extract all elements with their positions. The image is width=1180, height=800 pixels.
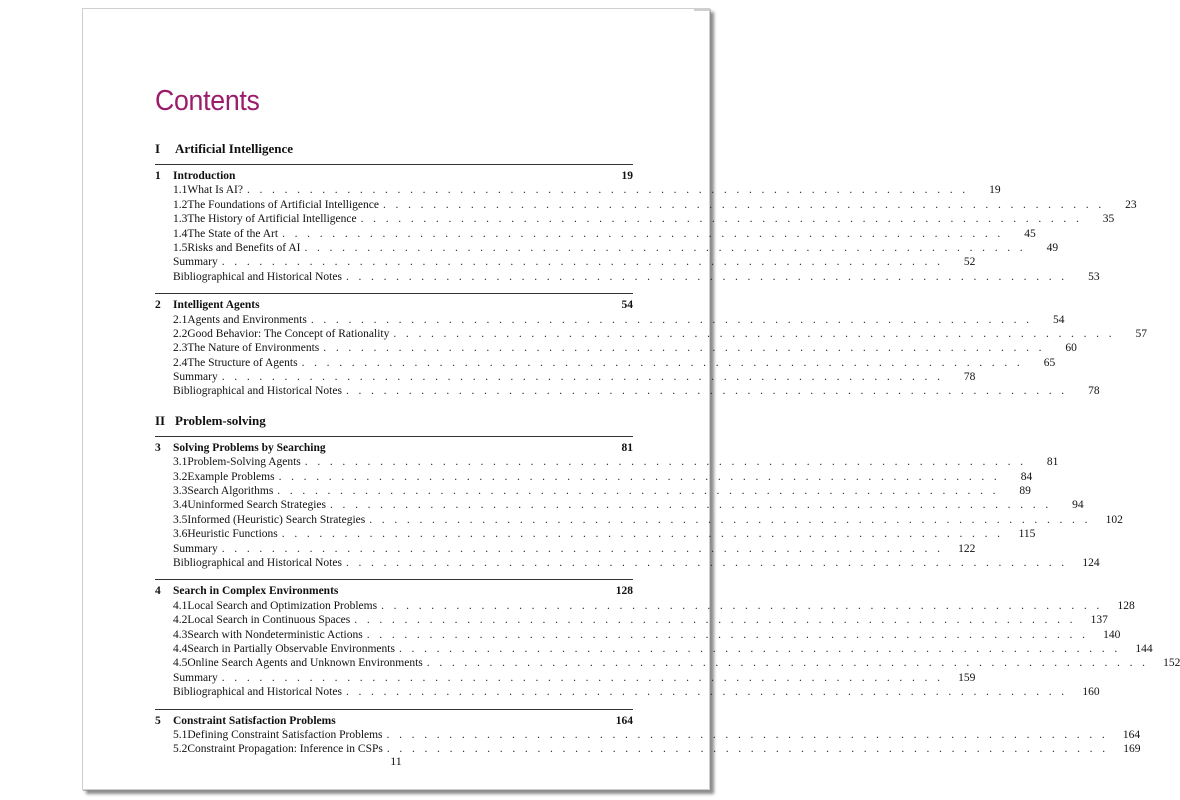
section-page: 54 <box>1052 313 1065 326</box>
toc-entry[interactable] <box>155 628 1121 642</box>
section-title: What Is AI? <box>187 184 243 197</box>
section-title: Summary <box>173 542 218 555</box>
section-page: 78 <box>963 371 976 384</box>
dot-leader: . . . . . . . . . . . . . . . . . . . . . . . . . . . . . . . . . . . . . . . . . . . . . . . . . . . . . . . . . . <box>381 599 1103 612</box>
section-title: Risks and Benefits of AI <box>187 241 301 254</box>
chapter-title: Introduction <box>173 170 236 182</box>
toc-entry[interactable] <box>155 513 1123 527</box>
section-page: 115 <box>1018 528 1036 541</box>
toc-entry[interactable] <box>155 270 1100 284</box>
dot-leader: . . . . . . . . . . . . . . . . . . . . . . . . . . . . . . . . . . . . . . . . . . . . . . . . . . . . . . . . . . <box>282 227 1004 240</box>
chapter-page: 128 <box>615 585 633 598</box>
chapter-number: 1 <box>155 170 161 182</box>
section-page: 122 <box>958 542 976 555</box>
section-title: Example Problems <box>187 470 275 483</box>
toc-entry[interactable] <box>155 384 1100 398</box>
part-number: I <box>155 141 161 156</box>
chapter-spacer <box>155 700 633 708</box>
document-page <box>82 8 1180 790</box>
chapter-page: 164 <box>615 714 633 727</box>
chapter-title: Solving Problems by Searching <box>173 441 326 454</box>
section-number: 5.1 <box>173 728 188 741</box>
dot-leader: . . . . . . . . . . . . . . . . . . . . . . . . . . . . . . . . . . . . . . . . . . . . . . . . . . . . . . . . . . <box>281 528 1004 541</box>
chapter-rule <box>155 436 633 437</box>
section-page: 52 <box>963 256 976 269</box>
dot-leader: . . . . . . . . . . . . . . . . . . . . . . . . . . . . . . . . . . . . . . . . . . . . . . . . . . . . . . . . . . <box>323 342 1045 355</box>
chapter-page: 81 <box>621 441 633 454</box>
section-title: Search in Partially Observable Environments <box>187 642 395 655</box>
toc-entry[interactable] <box>155 198 1137 212</box>
chapter-rule <box>155 164 633 165</box>
toc-entry[interactable] <box>155 685 1100 699</box>
chapter-rule <box>155 293 633 294</box>
section-title: Search with Nondeterministic Actions <box>187 628 363 641</box>
dot-leader: . . . . . . . . . . . . . . . . . . . . . . . . . . . . . . . . . . . . . . . . . . . . . . . . . . . . . . . . . . <box>329 499 1052 512</box>
dot-leader: . . . . . . . . . . . . . . . . . . . . . . . . . . . . . . . . . . . . . . . . . . . . . . . . . . . . . . . . . . <box>383 198 1105 211</box>
toc-entry[interactable] <box>155 527 1036 541</box>
section-title: The State of the Art <box>187 227 279 240</box>
section-page: 164 <box>1122 728 1141 741</box>
section-page: 65 <box>1043 356 1056 369</box>
section-page: 60 <box>1065 342 1077 355</box>
dot-leader: . . . . . . . . . . . . . . . . . . . . . . . . . . . . . . . . . . . . . . . . . . . . . . . . . . . . . . . . . . <box>345 270 1068 283</box>
section-title: Summary <box>173 256 218 269</box>
section-page: 160 <box>1082 686 1100 699</box>
section-title: Bibliographical and Historical Notes <box>173 686 342 699</box>
toc-entry[interactable] <box>155 313 1065 327</box>
section-page: 78 <box>1088 385 1100 398</box>
toc-entry[interactable] <box>155 498 1084 512</box>
section-page: 45 <box>1024 227 1036 240</box>
chapter-page: 19 <box>621 170 633 182</box>
dot-leader: . . . . . . . . . . . . . . . . . . . . . . . . . . . . . . . . . . . . . . . . . . . . . . . . . . . . . . . . . . <box>360 213 1083 226</box>
part-heading <box>155 141 633 163</box>
part-heading <box>155 413 633 435</box>
section-title: Uninformed Search Strategies <box>187 499 326 512</box>
section-page: 169 <box>1123 743 1141 756</box>
chapter-title: Search in Complex Environments <box>173 585 339 598</box>
section-number: 4.4 <box>173 642 188 655</box>
toc-entry[interactable] <box>155 671 976 685</box>
table-of-contents <box>155 141 1180 757</box>
chapter-page: 54 <box>621 299 633 312</box>
page-edge <box>694 8 710 11</box>
dot-leader: . . . . . . . . . . . . . . . . . . . . . . . . . . . . . . . . . . . . . . . . . . . . . . . . . . . . . . . . . . <box>221 671 944 684</box>
section-number: 1.1 <box>173 184 188 197</box>
toc-entry[interactable] <box>155 183 1001 197</box>
dot-leader: . . . . . . . . . . . . . . . . . . . . . . . . . . . . . . . . . . . . . . . . . . . . . . . . . . . . . . . . . . <box>345 686 1068 699</box>
section-title: Local Search and Optimization Problems <box>187 599 378 612</box>
section-title: Good Behavior: The Concept of Rationality <box>187 327 390 340</box>
dot-leader: . . . . . . . . . . . . . . . . . . . . . . . . . . . . . . . . . . . . . . . . . . . . . . . . . . . . . . . . . . <box>221 256 944 269</box>
toc-entry[interactable] <box>155 327 1147 341</box>
chapter-heading[interactable] <box>155 584 633 598</box>
chapter-heading[interactable] <box>155 298 633 312</box>
section-number: 4.3 <box>173 628 188 641</box>
dot-leader: . . . . . . . . . . . . . . . . . . . . . . . . . . . . . . . . . . . . . . . . . . . . . . . . . . . . . . . . . . <box>366 628 1089 641</box>
toc-entry[interactable] <box>155 542 976 556</box>
section-page: 89 <box>1019 485 1031 498</box>
section-number: 1.3 <box>173 213 188 226</box>
section-number: 3.6 <box>173 528 188 541</box>
section-number: 4.1 <box>173 599 188 612</box>
section-number: 4.2 <box>173 614 188 627</box>
toc-entry[interactable] <box>155 484 1031 498</box>
chapter-number: 5 <box>155 714 161 727</box>
section-number: 2.4 <box>173 356 188 369</box>
toc-entry[interactable] <box>155 212 1115 226</box>
part-spacer <box>155 399 633 413</box>
toc-entry[interactable] <box>155 455 1059 469</box>
toc-entry[interactable] <box>155 356 1056 370</box>
section-title: Bibliographical and Historical Notes <box>173 556 342 569</box>
chapter-number: 2 <box>155 299 161 312</box>
chapter-spacer <box>155 570 633 578</box>
section-title: The History of Artificial Intelligence <box>187 213 357 226</box>
toc-entry[interactable] <box>155 556 1100 570</box>
dot-leader: . . . . . . . . . . . . . . . . . . . . . . . . . . . . . . . . . . . . . . . . . . . . . . . . . . . . . . . . . . <box>386 728 1109 741</box>
section-page: 140 <box>1103 628 1121 641</box>
dot-leader: . . . . . . . . . . . . . . . . . . . . . . . . . . . . . . . . . . . . . . . . . . . . . . . . . . . . . . . . . . <box>345 556 1068 569</box>
section-number: 5.2 <box>173 743 188 756</box>
dot-leader: . . . . . . . . . . . . . . . . . . . . . . . . . . . . . . . . . . . . . . . . . . . . . . . . . . . . . . . . . . <box>426 657 1149 670</box>
section-title: Search Algorithms <box>187 485 274 498</box>
section-page: 53 <box>1088 270 1100 283</box>
section-number: 1.5 <box>173 241 188 254</box>
toc-entry[interactable] <box>155 241 1059 255</box>
chapter-heading[interactable] <box>155 441 633 455</box>
section-page: 81 <box>1046 456 1059 469</box>
chapter-number: 4 <box>155 585 161 598</box>
page-number: 11 <box>390 754 402 768</box>
section-title: Agents and Environments <box>187 313 307 326</box>
section-number: 3.3 <box>173 485 188 498</box>
section-number: 1.2 <box>173 198 188 211</box>
toc-entry[interactable] <box>155 470 1033 484</box>
section-page: 84 <box>1020 470 1033 483</box>
dot-leader: . . . . . . . . . . . . . . . . . . . . . . . . . . . . . . . . . . . . . . . . . . . . . . . . . . . . . . . . . . <box>398 642 1121 655</box>
section-title: Bibliographical and Historical Notes <box>173 385 342 398</box>
chapter-title: Constraint Satisfaction Problems <box>173 714 336 727</box>
dot-leader: . . . . . . . . . . . . . . . . . . . . . . . . . . . . . . . . . . . . . . . . . . . . . . . . . . . . . . . . . . <box>345 385 1068 398</box>
section-number: 3.4 <box>173 499 188 512</box>
section-page: 144 <box>1135 642 1153 655</box>
toc-entry[interactable] <box>155 370 976 384</box>
chapter-number: 3 <box>155 441 161 454</box>
section-page: 23 <box>1125 198 1137 211</box>
dot-leader: . . . . . . . . . . . . . . . . . . . . . . . . . . . . . . . . . . . . . . . . . . . . . . . . . . . . . . . . . . <box>221 371 944 384</box>
section-title: Informed (Heuristic) Search Strategies <box>187 513 366 526</box>
chapter-rule <box>155 579 633 580</box>
section-page: 124 <box>1082 556 1100 569</box>
section-title: Problem-Solving Agents <box>187 456 301 469</box>
part-number: II <box>155 412 166 428</box>
dot-leader: . . . . . . . . . . . . . . . . . . . . . . . . . . . . . . . . . . . . . . . . . . . . . . . . . . . . . . . . . . <box>310 313 1033 326</box>
section-number: 3.2 <box>173 470 188 483</box>
toc-entry[interactable] <box>155 656 1180 670</box>
toc-entry[interactable] <box>155 341 1077 355</box>
chapter-heading[interactable] <box>155 169 633 183</box>
dot-leader: . . . . . . . . . . . . . . . . . . . . . . . . . . . . . . . . . . . . . . . . . . . . . . . . . . . . . . . . . . <box>221 542 944 555</box>
section-page: 128 <box>1117 599 1135 612</box>
section-number: 1.4 <box>173 227 188 240</box>
dot-leader: . . . . . . . . . . . . . . . . . . . . . . . . . . . . . . . . . . . . . . . . . . . . . . . . . . . . . . . . . . <box>304 456 1027 469</box>
section-title: The Foundations of Artificial Intelligence <box>187 198 379 211</box>
section-page: 35 <box>1102 213 1115 226</box>
section-title: Summary <box>173 371 218 384</box>
section-title: The Nature of Environments <box>187 342 320 355</box>
section-page: 57 <box>1135 327 1147 340</box>
chapter-spacer <box>155 284 633 292</box>
page-title: Contents <box>155 85 260 117</box>
section-page: 152 <box>1163 657 1180 670</box>
section-title: Summary <box>173 671 218 684</box>
section-page: 19 <box>989 184 1001 197</box>
dot-leader: . . . . . . . . . . . . . . . . . . . . . . . . . . . . . . . . . . . . . . . . . . . . . . . . . . . . . . . . . . <box>386 743 1109 756</box>
section-title: Bibliographical and Historical Notes <box>173 270 342 283</box>
dot-leader: . . . . . . . . . . . . . . . . . . . . . . . . . . . . . . . . . . . . . . . . . . . . . . . . . . . . . . . . . . <box>277 485 999 498</box>
toc-entry[interactable] <box>155 613 1108 627</box>
section-number: 4.5 <box>173 657 188 670</box>
dot-leader: . . . . . . . . . . . . . . . . . . . . . . . . . . . . . . . . . . . . . . . . . . . . . . . . . . . . . . . . . . <box>278 470 1001 483</box>
part-title: Problem-solving <box>175 412 266 428</box>
section-page: 94 <box>1072 499 1084 512</box>
toc-entry[interactable] <box>155 728 1141 742</box>
section-title: Local Search in Continuous Spaces <box>187 614 351 627</box>
dot-leader: . . . . . . . . . . . . . . . . . . . . . . . . . . . . . . . . . . . . . . . . . . . . . . . . . . . . . . . . . . <box>301 356 1024 369</box>
section-title: Heuristic Functions <box>187 528 278 541</box>
section-number: 2.1 <box>173 313 188 326</box>
section-number: 2.2 <box>173 327 188 340</box>
dot-leader: . . . . . . . . . . . . . . . . . . . . . . . . . . . . . . . . . . . . . . . . . . . . . . . . . . . . . . . . . . <box>354 614 1076 627</box>
dot-leader: . . . . . . . . . . . . . . . . . . . . . . . . . . . . . . . . . . . . . . . . . . . . . . . . . . . . . . . . . . <box>246 184 969 197</box>
chapter-rule <box>155 709 633 710</box>
section-number: 2.3 <box>173 342 188 355</box>
toc-entry[interactable] <box>155 255 976 269</box>
section-title: Online Search Agents and Unknown Environments <box>187 657 423 670</box>
section-page: 102 <box>1105 513 1123 526</box>
toc-entry[interactable] <box>155 227 1036 241</box>
dot-leader: . . . . . . . . . . . . . . . . . . . . . . . . . . . . . . . . . . . . . . . . . . . . . . . . . . . . . . . . . . <box>304 241 1027 254</box>
chapter-title: Intelligent Agents <box>173 299 260 312</box>
section-title: Constraint Propagation: Inference in CSPs <box>187 743 383 756</box>
chapter-heading[interactable] <box>155 714 633 728</box>
part-title: Artificial Intelligence <box>175 141 294 156</box>
dot-leader: . . . . . . . . . . . . . . . . . . . . . . . . . . . . . . . . . . . . . . . . . . . . . . . . . . . . . . . . . . <box>369 513 1091 526</box>
section-number: 3.1 <box>173 456 188 469</box>
dot-leader: . . . . . . . . . . . . . . . . . . . . . . . . . . . . . . . . . . . . . . . . . . . . . . . . . . . . . . . . . . <box>393 327 1115 340</box>
section-title: The Structure of Agents <box>187 356 298 369</box>
section-page: 137 <box>1090 614 1108 627</box>
section-number: 3.5 <box>173 513 188 526</box>
section-title: Defining Constraint Satisfaction Problems <box>187 728 383 741</box>
toc-entry[interactable] <box>155 642 1153 656</box>
section-page: 49 <box>1046 241 1059 254</box>
section-page: 159 <box>958 671 976 684</box>
toc-entry[interactable] <box>155 599 1135 613</box>
